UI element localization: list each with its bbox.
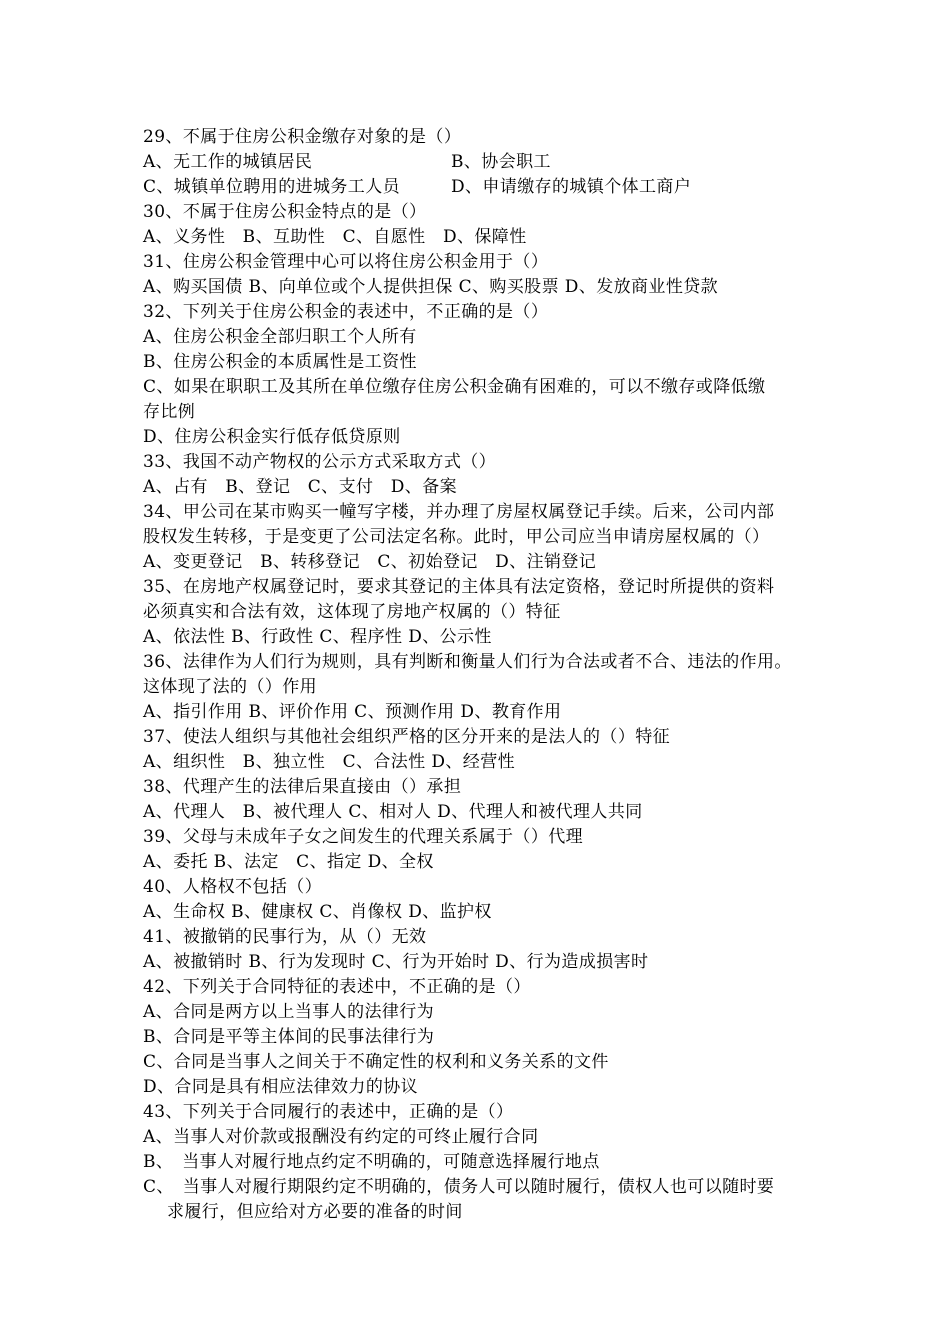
question-38-stem: 38、代理产生的法律后果直接由（）承担: [143, 777, 462, 797]
question-29-stem: 29、不属于住房公积金缴存对象的是（）: [143, 127, 462, 147]
question-34-stem-cont: 股权发生转移，于是变更了公司法定名称。此时，甲公司应当申请房屋权属的（）: [143, 527, 770, 547]
question-list: [143, 125, 853, 1225]
question-43-option-c-cont: 求履行，但应给对方必要的准备的时间: [167, 1202, 463, 1222]
question-43-option-b: B、 当事人对履行地点约定不明确的，可随意选择履行地点: [143, 1152, 600, 1172]
question-39-stem: 39、父母与未成年子女之间发生的代理关系属于（）代理: [143, 827, 584, 847]
question-32-option-c: C、如果在职职工及其所在单位缴存住房公积金确有困难的，可以不缴存或降低缴: [143, 377, 766, 397]
question-37-options: A、组织性 B、独立性 C、合法性 D、经营性: [143, 752, 516, 772]
question-42-stem: 42、下列关于合同特征的表述中，不正确的是（）: [143, 977, 531, 997]
option-c: C、城镇单位聘用的进城务工人员: [143, 177, 401, 197]
question-33-options: A、占有 B、登记 C、支付 D、备案: [143, 477, 458, 497]
question-31-options: A、购买国债 B、向单位或个人提供担保 C、购买股票 D、发放商业性贷款: [143, 277, 719, 297]
question-32-option-a: A、住房公积金全部归职工个人所有: [143, 327, 417, 347]
option-a: A、无工作的城镇居民: [143, 152, 313, 172]
question-33-stem: 33、我国不动产物权的公示方式采取方式（）: [143, 452, 497, 472]
question-32-option-d: D、住房公积金实行低存低贷原则: [143, 427, 401, 447]
question-29-options-row-2: [143, 175, 853, 200]
question-42-option-a: A、合同是两方以上当事人的法律行为: [143, 1002, 435, 1022]
option-d: D、申请缴存的城镇个体工商户: [451, 177, 692, 197]
question-41-stem: 41、被撤销的民事行为，从（）无效: [143, 927, 427, 947]
question-41-options: A、被撤销时 B、行为发现时 C、行为开始时 D、行为造成损害时: [143, 952, 649, 972]
question-29-options-row-1: [143, 150, 853, 175]
question-34-stem: 34、甲公司在某市购买一幢写字楼，并办理了房屋权属登记手续。后来，公司内部: [143, 502, 775, 522]
question-35-stem: 35、在房地产权属登记时，要求其登记的主体具有法定资格，登记时所提供的资料: [143, 577, 775, 597]
question-38-options: A、代理人 B、被代理人 C、相对人 D、代理人和被代理人共同: [143, 802, 643, 822]
question-32-option-b: B、住房公积金的本质属性是工资性: [143, 352, 417, 372]
question-43-option-a: A、当事人对价款或报酬没有约定的可终止履行合同: [143, 1127, 539, 1147]
question-36-options: A、指引作用 B、评价作用 C、预测作用 D、教育作用: [143, 702, 562, 722]
question-35-options: A、依法性 B、行政性 C、程序性 D、公示性: [143, 627, 492, 647]
question-35-stem-cont: 必须真实和合法有效，这体现了房地产权属的（）特征: [143, 602, 561, 622]
question-42-option-c: C、合同是当事人之间关于不确定性的权利和义务关系的文件: [143, 1052, 609, 1072]
question-39-options: A、委托 B、法定 C、指定 D、全权: [143, 852, 434, 872]
question-32-stem: 32、下列关于住房公积金的表述中，不正确的是（）: [143, 302, 549, 322]
question-40-stem: 40、人格权不包括（）: [143, 877, 323, 897]
question-32-option-c-cont: 存比例: [143, 402, 196, 422]
question-42-option-b: B、合同是平等主体间的民事法律行为: [143, 1027, 435, 1047]
option-b: B、协会职工: [451, 152, 551, 172]
question-30-stem: 30、不属于住房公积金特点的是（）: [143, 202, 427, 222]
question-34-options: A、变更登记 B、转移登记 C、初始登记 D、注销登记: [143, 552, 597, 572]
question-37-stem: 37、使法人组织与其他社会组织严格的区分开来的是法人的（）特征: [143, 727, 671, 747]
question-36-stem: 36、法律作为人们行为规则，具有判断和衡量人们行为合法或者不合、违法的作用。: [143, 652, 792, 672]
question-31-stem: 31、住房公积金管理中心可以将住房公积金用于（）: [143, 252, 549, 272]
question-42-option-d: D、合同是具有相应法律效力的协议: [143, 1077, 419, 1097]
question-36-stem-cont: 这体现了法的（）作用: [143, 677, 317, 697]
question-40-options: A、生命权 B、健康权 C、肖像权 D、监护权: [143, 902, 492, 922]
question-30-options: A、义务性 B、互助性 C、自愿性 D、保障性: [143, 227, 527, 247]
question-43-stem: 43、下列关于合同履行的表述中，正确的是（）: [143, 1102, 514, 1122]
question-43-option-c: C、 当事人对履行期限约定不明确的，债务人可以随时履行，债权人也可以随时要: [143, 1177, 775, 1197]
